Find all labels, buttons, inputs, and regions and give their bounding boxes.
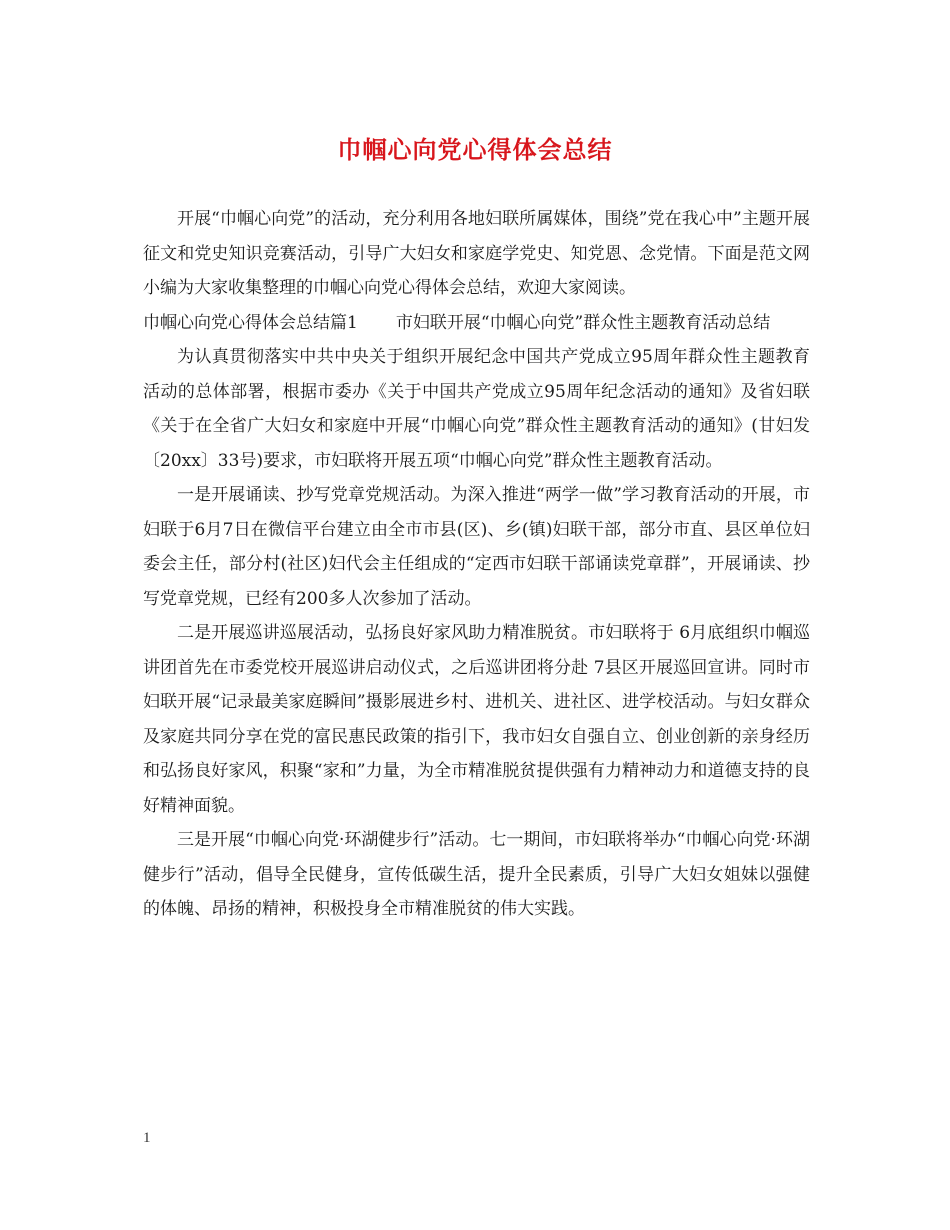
section-heading-number: 巾帼心向党心得体会总结篇1 <box>143 312 358 333</box>
body-paragraph-1: 为认真贯彻落实中共中央关于组织开展纪念中国共产党成立95周年群众性主题教育活动的总体部署，根据市委办《关于中国共产党成立95周年纪念活动的通知》及省妇联《关于在全省广大妇女和家庭中开展“巾帼心向党”群众性主题教育活动的通知》(甘妇发〔20xx〕33号)要求，市妇联将开展五项“巾帼心向党”群众性主题教育活动。 <box>143 347 810 471</box>
intro-paragraph: 开展“巾帼心向党”的活动，充分利用各地妇联所属媒体，围绕”党在我心中”主题开展征文和党史知识竞赛活动，引导广大妇女和家庭学党史、知党恩、念党情。下面是范文网小编为大家收集整理的巾帼心向党心得体会总结，欢迎大家阅读。 <box>143 209 810 298</box>
page-number: 1 <box>143 1130 151 1146</box>
document-body <box>143 202 810 927</box>
section-heading <box>143 306 810 341</box>
body-paragraph-2: 一是开展诵读、抄写党章党规活动。为深入推进“两学一做”学习教育活动的开展，市妇联于6月7日在微信平台建立由全市市县(区)、乡(镇)妇联干部，部分市直、县区单位妇委会主任，部分村(社区)妇代会主任组成的“定西市妇联干部诵读党章群”，开展诵读、抄写党章党规，已经有200多人次参加了活动。 <box>143 485 810 609</box>
section-heading-title: 市妇联开展“巾帼心向党”群众性主题教育活动总结 <box>395 312 771 333</box>
document-title: 巾帼心向党心得体会总结 <box>337 136 613 164</box>
body-paragraph-3: 二是开展巡讲巡展活动，弘扬良好家风助力精准脱贫。市妇联将于 6月底组织巾帼巡讲团首先在市委党校开展巡讲启动仪式，之后巡讲团将分赴 7县区开展巡回宣讲。同时市妇联开展“记录最美家庭瞬间”摄影展进乡村、进机关、进社区、进学校活动。与妇女群众及家庭共同分享在党的富民惠民政策的指引下，我市妇女自强自立、创业创新的亲身经历和弘扬良好家风，积聚“家和”力量，为全市精准脱贫提供强有力精神动力和道德支持的良好精神面貌。 <box>143 623 810 816</box>
body-paragraph-4: 三是开展“巾帼心向党·环湖健步行”活动。七一期间，市妇联将举办“巾帼心向党·环湖健步行”活动，倡导全民健身，宣传低碳生活，提升全民素质，引导广大妇女姐妹以强健的体魄、昂扬的精神，积极投身全市精准脱贫的伟大实践。 <box>143 830 810 919</box>
